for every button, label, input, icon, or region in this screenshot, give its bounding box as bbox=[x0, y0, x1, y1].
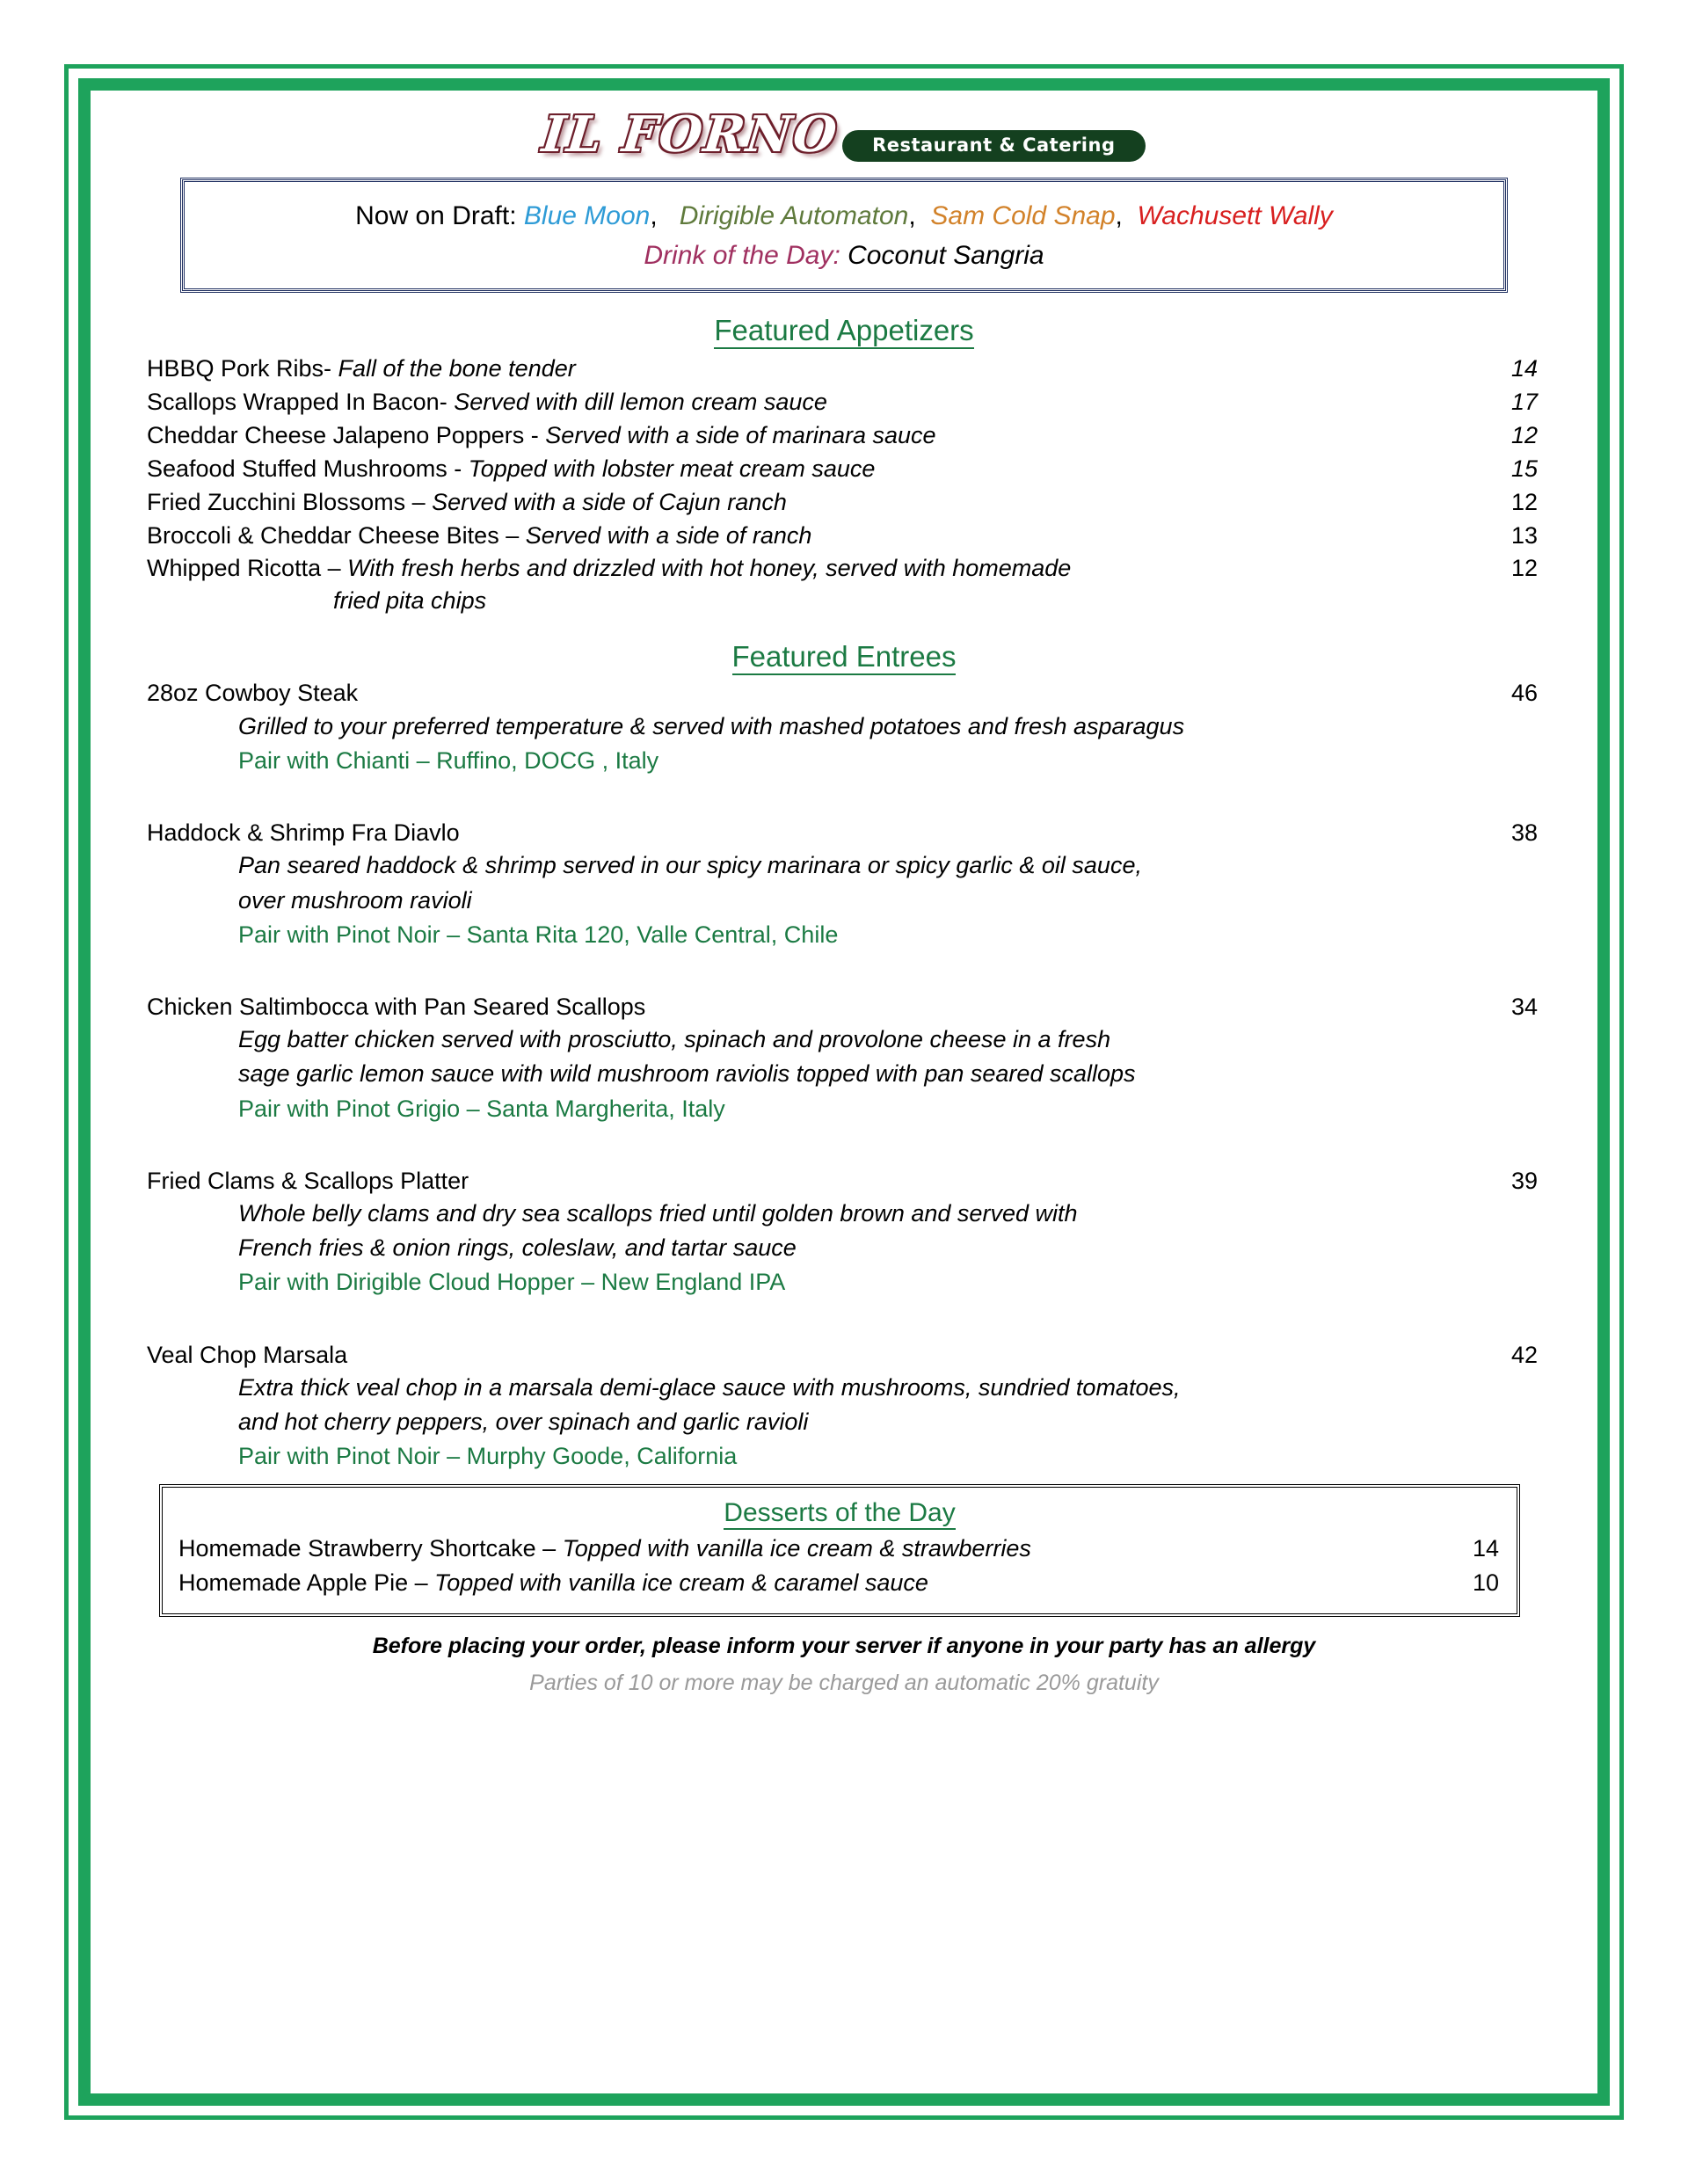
entree-price: 34 bbox=[1510, 993, 1538, 1020]
entree-item bbox=[143, 817, 1545, 952]
entree-header bbox=[143, 817, 1545, 848]
logo-wordmark: IL FORNO bbox=[540, 106, 842, 164]
appetizer-name: Broccoli & Cheddar Cheese Bites – bbox=[147, 521, 520, 549]
appetizer-description: With fresh herbs and drizzled with hot honey, served with homemade bbox=[340, 555, 1072, 582]
draft-beer-sam-cold-snap: Sam Cold Snap bbox=[930, 201, 1116, 230]
entree-item bbox=[143, 1339, 1545, 1474]
entree-spacer bbox=[143, 778, 1545, 813]
draft-beer-dirigible-automaton: Dirigible Automaton bbox=[679, 201, 909, 230]
draft-separator-2: , bbox=[908, 201, 916, 230]
entree-spacer bbox=[143, 1300, 1545, 1336]
draft-beer-wachusett-wally: Wachusett Wally bbox=[1137, 201, 1333, 230]
entree-header bbox=[143, 991, 1545, 1023]
drink-of-the-day-line bbox=[193, 241, 1495, 272]
gratuity-notice: Parties of 10 or more may be charged an automatic 20% gratuity bbox=[529, 1671, 1159, 1696]
entree-header bbox=[143, 677, 1545, 709]
dessert-price: 10 bbox=[1472, 1569, 1499, 1596]
entree-description-line: Egg batter chicken served with prosciutto, spinach and provolone cheese in a fresh bbox=[238, 1026, 1111, 1053]
appetizer-description: Topped with lobster meat cream sauce bbox=[462, 455, 876, 482]
entree-price: 39 bbox=[1510, 1167, 1538, 1194]
appetizer-name: Cheddar Cheese Jalapeno Poppers - bbox=[147, 421, 539, 448]
appetizer-name: Scallops Wrapped In Bacon- bbox=[147, 388, 447, 415]
appetizer-text bbox=[143, 553, 1441, 585]
allergy-notice: Before placing your order, please inform your server if anyone in your party has an allergy bbox=[372, 1634, 1316, 1659]
entree-price: 42 bbox=[1510, 1341, 1538, 1368]
entree-wine-pairing: Pair with Pinot Noir – Santa Rita 120, Valle Central, Chile bbox=[238, 921, 839, 948]
entrees-heading-text: Featured Entrees bbox=[732, 640, 957, 675]
appetizer-description: Served with a side of marinara sauce bbox=[538, 421, 936, 448]
appetizer-row bbox=[143, 419, 1545, 453]
restaurant-logo bbox=[143, 101, 1545, 165]
entree-wine-pairing: Pair with Chianti – Ruffino, DOCG , Italy bbox=[238, 746, 659, 774]
entree-header bbox=[143, 1339, 1545, 1371]
entree-description-line: Pan seared haddock & shrimp served in our spicy marinara or spicy garlic & oil sauce, bbox=[238, 852, 1142, 879]
appetizer-description: Fall of the bone tender bbox=[331, 355, 576, 382]
appetizer-description-continuation: fried pita chips bbox=[333, 587, 487, 615]
draft-specials-box bbox=[182, 179, 1506, 291]
entree-description-line: sage garlic lemon sauce with wild mushroom raviolis topped with pan seared scallops bbox=[238, 1060, 1136, 1088]
draft-line bbox=[193, 201, 1495, 232]
menu-footer bbox=[143, 1631, 1545, 1700]
section-heading-appetizers bbox=[143, 314, 1545, 347]
appetizer-price: 12 bbox=[1510, 488, 1538, 515]
draft-beer-blue-moon: Blue Moon bbox=[523, 201, 651, 230]
entree-item bbox=[143, 991, 1545, 1126]
appetizer-row bbox=[143, 552, 1545, 586]
dessert-text bbox=[175, 1532, 1411, 1564]
entree-spacer bbox=[143, 1126, 1545, 1161]
appetizer-price: 12 bbox=[1510, 555, 1538, 582]
appetizer-price: 12 bbox=[1510, 421, 1538, 448]
entree-title: Veal Chop Marsala bbox=[147, 1341, 348, 1368]
entree-price: 46 bbox=[1510, 680, 1538, 707]
appetizer-row bbox=[143, 353, 1545, 386]
appetizer-row bbox=[143, 386, 1545, 419]
appetizer-row bbox=[143, 520, 1545, 553]
appetizer-price: 14 bbox=[1510, 355, 1538, 382]
dessert-row bbox=[175, 1532, 1504, 1565]
appetizer-text bbox=[143, 420, 1441, 452]
menu-content bbox=[91, 91, 1597, 2093]
dessert-name: Homemade Strawberry Shortcake – bbox=[178, 1535, 557, 1562]
appetizer-row bbox=[143, 453, 1545, 486]
entree-description-line: over mushroom ravioli bbox=[238, 886, 472, 914]
appetizer-name: Whipped Ricotta – bbox=[147, 555, 341, 582]
entree-item bbox=[143, 677, 1545, 778]
entree-title: 28oz Cowboy Steak bbox=[147, 680, 359, 707]
appetizer-description: Served with a side of Cajun ranch bbox=[425, 488, 787, 515]
entree-title: Haddock & Shrimp Fra Diavlo bbox=[147, 819, 460, 846]
appetizers-heading-text: Featured Appetizers bbox=[714, 314, 973, 349]
drink-of-the-day-label: Drink of the Day: bbox=[644, 240, 840, 270]
draft-label: Now on Draft: bbox=[355, 201, 517, 230]
desserts-list bbox=[175, 1532, 1504, 1599]
entree-description-line: Grilled to your preferred temperature & served with mashed potatoes and fresh asparagus bbox=[238, 712, 1185, 739]
entree-title: Chicken Saltimbocca with Pan Seared Scallops bbox=[147, 993, 646, 1020]
appetizer-name: HBBQ Pork Ribs- bbox=[147, 355, 332, 382]
dessert-name: Homemade Apple Pie – bbox=[178, 1569, 428, 1596]
appetizer-text bbox=[143, 353, 1441, 385]
appetizer-text bbox=[143, 454, 1441, 485]
dessert-description: Topped with vanilla ice cream & caramel sauce bbox=[427, 1569, 928, 1596]
appetizer-text bbox=[143, 521, 1441, 552]
dessert-text bbox=[175, 1567, 1411, 1598]
appetizer-text bbox=[143, 387, 1441, 419]
appetizer-price: 13 bbox=[1510, 521, 1538, 549]
entree-description-line: French fries & onion rings, coleslaw, and tartar sauce bbox=[238, 1234, 797, 1262]
desserts-heading-text: Desserts of the Day bbox=[724, 1498, 955, 1530]
entree-description-line: Extra thick veal chop in a marsala demi-glace sauce with mushrooms, sundried tomatoes, bbox=[238, 1373, 1181, 1401]
entree-wine-pairing: Pair with Pinot Noir – Murphy Goode, California bbox=[238, 1443, 738, 1470]
entree-item bbox=[143, 1165, 1545, 1300]
entree-title: Fried Clams & Scallops Platter bbox=[147, 1167, 469, 1194]
appetizer-row bbox=[143, 486, 1545, 520]
entree-spacer bbox=[143, 952, 1545, 987]
appetizers-list bbox=[143, 353, 1545, 617]
appetizer-description: Served with a side of ranch bbox=[519, 521, 812, 549]
entree-header bbox=[143, 1165, 1545, 1197]
dessert-price: 14 bbox=[1472, 1535, 1499, 1562]
appetizer-name: Fried Zucchini Blossoms – bbox=[147, 488, 426, 515]
logo-tagline: Restaurant & Catering bbox=[842, 130, 1145, 162]
appetizer-price: 17 bbox=[1510, 388, 1538, 415]
appetizer-price: 15 bbox=[1510, 455, 1538, 482]
dessert-description: Topped with vanilla ice cream & strawberries bbox=[556, 1535, 1031, 1562]
entree-price: 38 bbox=[1510, 819, 1538, 846]
appetizer-name: Seafood Stuffed Mushrooms - bbox=[147, 455, 462, 482]
desserts-box bbox=[159, 1484, 1520, 1617]
entree-wine-pairing: Pair with Pinot Grigio – Santa Margherita, Italy bbox=[238, 1095, 725, 1122]
entrees-list bbox=[143, 677, 1545, 1474]
drink-of-the-day-value: Coconut Sangria bbox=[848, 240, 1044, 270]
appetizer-text bbox=[143, 487, 1441, 519]
appetizer-description: Served with dill lemon cream sauce bbox=[447, 388, 827, 415]
section-heading-entrees bbox=[143, 640, 1545, 673]
draft-separator-3: , bbox=[1115, 201, 1123, 230]
entree-description-line: Whole belly clams and dry sea scallops fried until golden brown and served with bbox=[238, 1200, 1078, 1227]
draft-separator-1: , bbox=[650, 201, 658, 230]
dessert-row bbox=[175, 1566, 1504, 1599]
entree-description-line: and hot cherry peppers, over spinach and garlic ravioli bbox=[238, 1409, 809, 1436]
entree-wine-pairing: Pair with Dirigible Cloud Hopper – New England IPA bbox=[238, 1269, 786, 1296]
section-heading-desserts bbox=[175, 1498, 1504, 1528]
